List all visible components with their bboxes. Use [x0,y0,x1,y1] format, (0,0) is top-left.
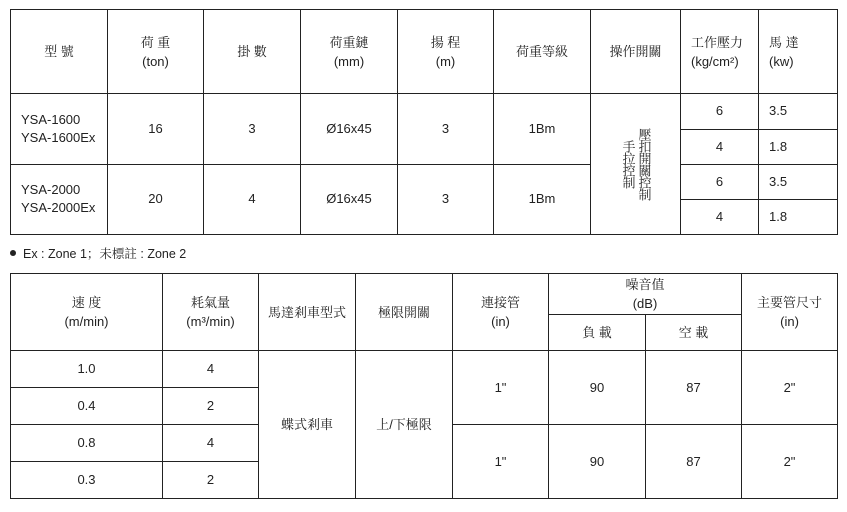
noise-empty-cell: 87 [646,351,742,425]
header-falls: 掛 數 [204,10,301,94]
noise-load-cell: 90 [549,425,646,499]
header-motor: 馬 達 (kw) [759,10,838,94]
switch-line-1: 手拉控制 [620,140,636,189]
brake-cell: 蝶式剎車 [259,351,356,499]
speed-cell: 0.8 [11,425,163,462]
header-noise-load: 負 載 [549,315,646,351]
falls-cell: 3 [204,94,301,164]
table-row [11,351,838,388]
noise-empty-cell: 87 [646,425,742,499]
air-cell: 2 [163,462,259,499]
air-cell: 4 [163,351,259,388]
conn-cell: 1" [453,351,549,425]
header-noise-empty: 空 載 [646,315,742,351]
header-pressure: 工作壓力 (kg/cm²) [681,10,759,94]
switch-cell [591,94,681,235]
grade-cell: 1Bm [494,164,591,234]
header-brake: 馬達剎車型式 [259,274,356,351]
air-cell: 2 [163,388,259,425]
pressure-cell: 4 [681,199,759,234]
model-cell: YSA-1600 YSA-1600Ex [11,94,108,164]
performance-table [10,273,838,499]
grade-cell: 1Bm [494,94,591,164]
header-limit: 極限開關 [356,274,453,351]
table-row [11,164,838,199]
pipe-cell: 2" [742,351,838,425]
motor-cell: 3.5 [759,94,838,129]
bullet-icon [10,250,16,256]
zone-note-text: Ex : Zone 1；未標註 : Zone 2 [23,247,187,261]
load-cell: 20 [108,164,204,234]
chain-cell: Ø16x45 [301,94,398,164]
noise-load-cell: 90 [549,351,646,425]
air-cell: 4 [163,425,259,462]
pressure-cell: 4 [681,129,759,164]
falls-cell: 4 [204,164,301,234]
speed-cell: 1.0 [11,351,163,388]
header-chain: 荷重鏈 (mm) [301,10,398,94]
chain-cell: Ø16x45 [301,164,398,234]
motor-cell: 1.8 [759,129,838,164]
header-lift: 揚 程 (m) [398,10,494,94]
header-speed: 速 度 (m/min) [11,274,163,351]
perf-header-row [11,274,838,315]
spec-header-row [11,10,838,94]
pressure-cell: 6 [681,164,759,199]
header-load: 荷 重 (ton) [108,10,204,94]
lift-cell: 3 [398,164,494,234]
motor-cell: 1.8 [759,199,838,234]
motor-cell: 3.5 [759,164,838,199]
pipe-cell: 2" [742,425,838,499]
header-model: 型 號 [11,10,108,94]
pressure-cell: 6 [681,94,759,129]
header-air: 耗氣量 (m³/min) [163,274,259,351]
lift-cell: 3 [398,94,494,164]
limit-cell: 上/下極限 [356,351,453,499]
header-noise: 噪音值 (dB) [549,274,742,315]
speed-cell: 0.3 [11,462,163,499]
load-cell: 16 [108,94,204,164]
table-row [11,94,838,129]
header-pipe: 主要管尺寸 (in) [742,274,838,351]
model-cell: YSA-2000 YSA-2000Ex [11,164,108,234]
header-switch: 操作開關 [591,10,681,94]
header-conn: 連接管 (in) [453,274,549,351]
header-grade: 荷重等級 [494,10,591,94]
zone-note [10,244,186,262]
switch-line-2: 壓扣開關控制 [636,128,652,201]
spec-table [10,9,838,235]
speed-cell: 0.4 [11,388,163,425]
conn-cell: 1" [453,425,549,499]
